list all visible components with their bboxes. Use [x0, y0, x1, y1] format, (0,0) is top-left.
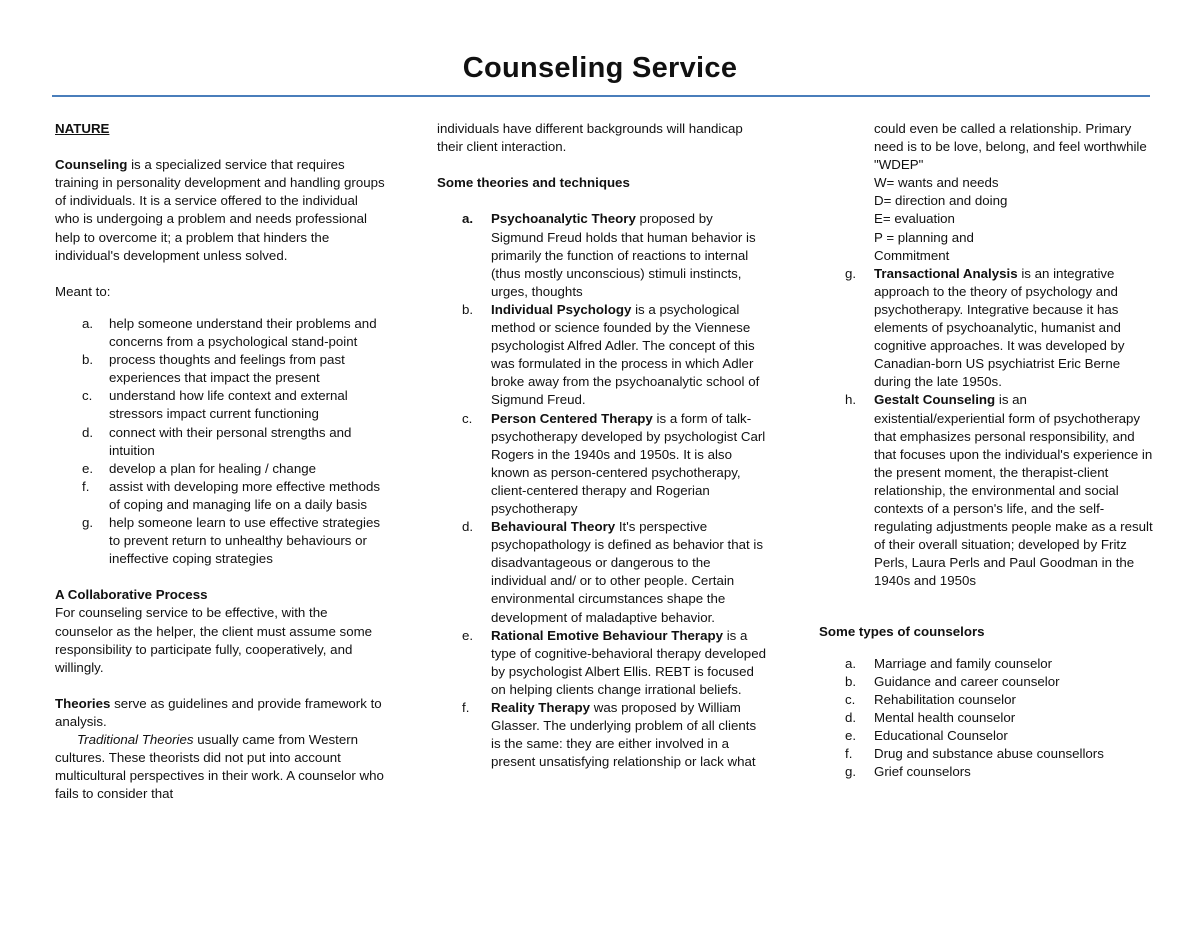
theories-paragraph: Theories serve as guidelines and provide framework to analysis.	[55, 695, 382, 729]
counselor-types-heading: Some types of counselors	[819, 623, 985, 639]
wdep-line: W= wants and needs	[874, 175, 999, 191]
list-item: f. Drug and substance abuse counsellors	[845, 746, 1104, 762]
list-item: c. Person Centered Therapy is a form of talk-psychotherapy developed by psychologist Carl Rogers in the 1940s and 1950s. It is also known as person-centered psychotherapy, client-centered therapy and Rogerian psychotherapy	[462, 410, 766, 516]
collaborative-text: For counseling service to be effective, with the counselor as the helper, the client must assume some responsibility to participate fully, cooperatively, and willingly.	[55, 605, 373, 675]
list-item: d. connect with their personal strengths and intuition	[82, 424, 352, 458]
theories-term: Theories	[55, 695, 111, 711]
list-item: f. Reality Therapy was proposed by William Glasser. The underlying problem of all clients is the same: they are either involved in a present unsatisfying relationship or lack what	[462, 700, 757, 770]
column-left	[55, 120, 385, 803]
wdep-line: Commitment	[874, 247, 950, 263]
meant-to-label: Meant to:	[55, 283, 111, 299]
counseling-term: Counseling	[55, 157, 128, 173]
list-item: e. Educational Counselor	[845, 728, 1008, 743]
list-item: g. help someone learn to use effective strategies to prevent return to unhealthy behaviours or ineffective coping strategies	[82, 514, 381, 567]
counseling-definition: Counseling is a specialized service that requires training in personality development and handling groups of individuals. It is a service offered to the individual who is undergoing a problem and needs professional help to overcome it; a problem that hinders the individual's development unless solved.	[55, 157, 385, 263]
traditional-theories-paragraph: Traditional Theories usually came from Western cultures. These theorists did not put into account multicultural perspectives in their work. A counselor who fails to consider that	[55, 732, 384, 802]
wdep-line: E= evaluation	[874, 211, 955, 227]
continued-text: individuals have different backgrounds will handicap their client interaction.	[437, 121, 743, 155]
list-item: d. Mental health counselor	[845, 709, 1016, 725]
list-item: b. Guidance and career counselor	[845, 673, 1060, 689]
list-item: b. process thoughts and feelings from past experiences that impact the present	[82, 352, 345, 386]
list-item: c. understand how life context and external stressors impact current functioning	[82, 388, 348, 422]
traditional-theories-term: Traditional Theories	[77, 732, 194, 748]
list-item: g. Grief counselors	[845, 764, 971, 780]
list-item: a. Psychoanalytic Theory proposed by Sigmund Freud holds that human behavior is primarily the function of reactions to internal (thus mostly unconscious) stimuli instincts, urges, thoughts	[462, 211, 756, 299]
list-item: b. Individual Psychology is a psychological method or science founded by the Viennese psychologist Alfred Adler. The concept of this was formulated in the process in which Adler broke away from the psychoanalytic school of Sigmund Freud.	[462, 301, 760, 408]
list-item: e. Rational Emotive Behaviour Therapy is a type of cognitive-behavioral therapy developed by psychologist Albert Ellis. REBT is focused on helping clients change irrational beliefs.	[462, 627, 766, 697]
title-divider	[52, 95, 1150, 97]
meant-to-list	[55, 315, 385, 568]
list-item: g. Transactional Analysis is an integrative approach to the theory of psychology and psychotherapy. Integrative because it has elements of psychoanalytic, humanist and cognitive approaches. It was developed by Canadian-born US psychiatrist Eric Berne during the late 1950s.	[845, 265, 1125, 390]
page-title: Counseling Service	[462, 52, 738, 84]
list-item: f. assist with developing more effective methods of coping and managing life on a daily basis	[82, 478, 381, 512]
wdep-line: P = planning and	[874, 229, 974, 245]
theories-list	[437, 210, 767, 771]
counselor-types-list	[819, 655, 1154, 782]
column-middle	[437, 120, 767, 771]
list-item: a. Marriage and family counselor	[845, 655, 1053, 671]
column-right	[819, 120, 1154, 781]
collaborative-heading: A Collaborative Process	[55, 587, 208, 603]
theories-techniques-heading: Some theories and techniques	[437, 175, 630, 191]
list-item: d. Behavioural Theory It's perspective psychopathology is defined as behavior that is disadvantageous or dangerous to the individual and/ or to other people. Certain environmental circumstances shape the development of maladaptive behavior.	[462, 519, 764, 625]
list-item: c. Rehabilitation counselor	[845, 691, 1016, 707]
list-item: e. develop a plan for healing / change	[82, 460, 316, 476]
list-item: a. help someone understand their problems and concerns from a psychological stand-point	[82, 315, 377, 350]
list-item: h. Gestalt Counseling is an existential/experiential form of psychotherapy that emphasizes personal responsibility, and that focuses upon the individual's experience in the present moment, the therapist-client relationship, the environmental and social contexts of a person's life, and the self-regulating adjustments people make as a result of their overall situation; developed by Fritz Perls, Laura Perls and Paul Goodman in the 1940s and 1950s	[845, 392, 1153, 589]
nature-heading: NATURE	[55, 121, 110, 136]
wdep-line: D= direction and doing	[874, 193, 1008, 209]
continued-text: could even be called a relationship. Primary need is to be love, belong, and feel worthwhile "WDEP"	[874, 121, 1147, 173]
